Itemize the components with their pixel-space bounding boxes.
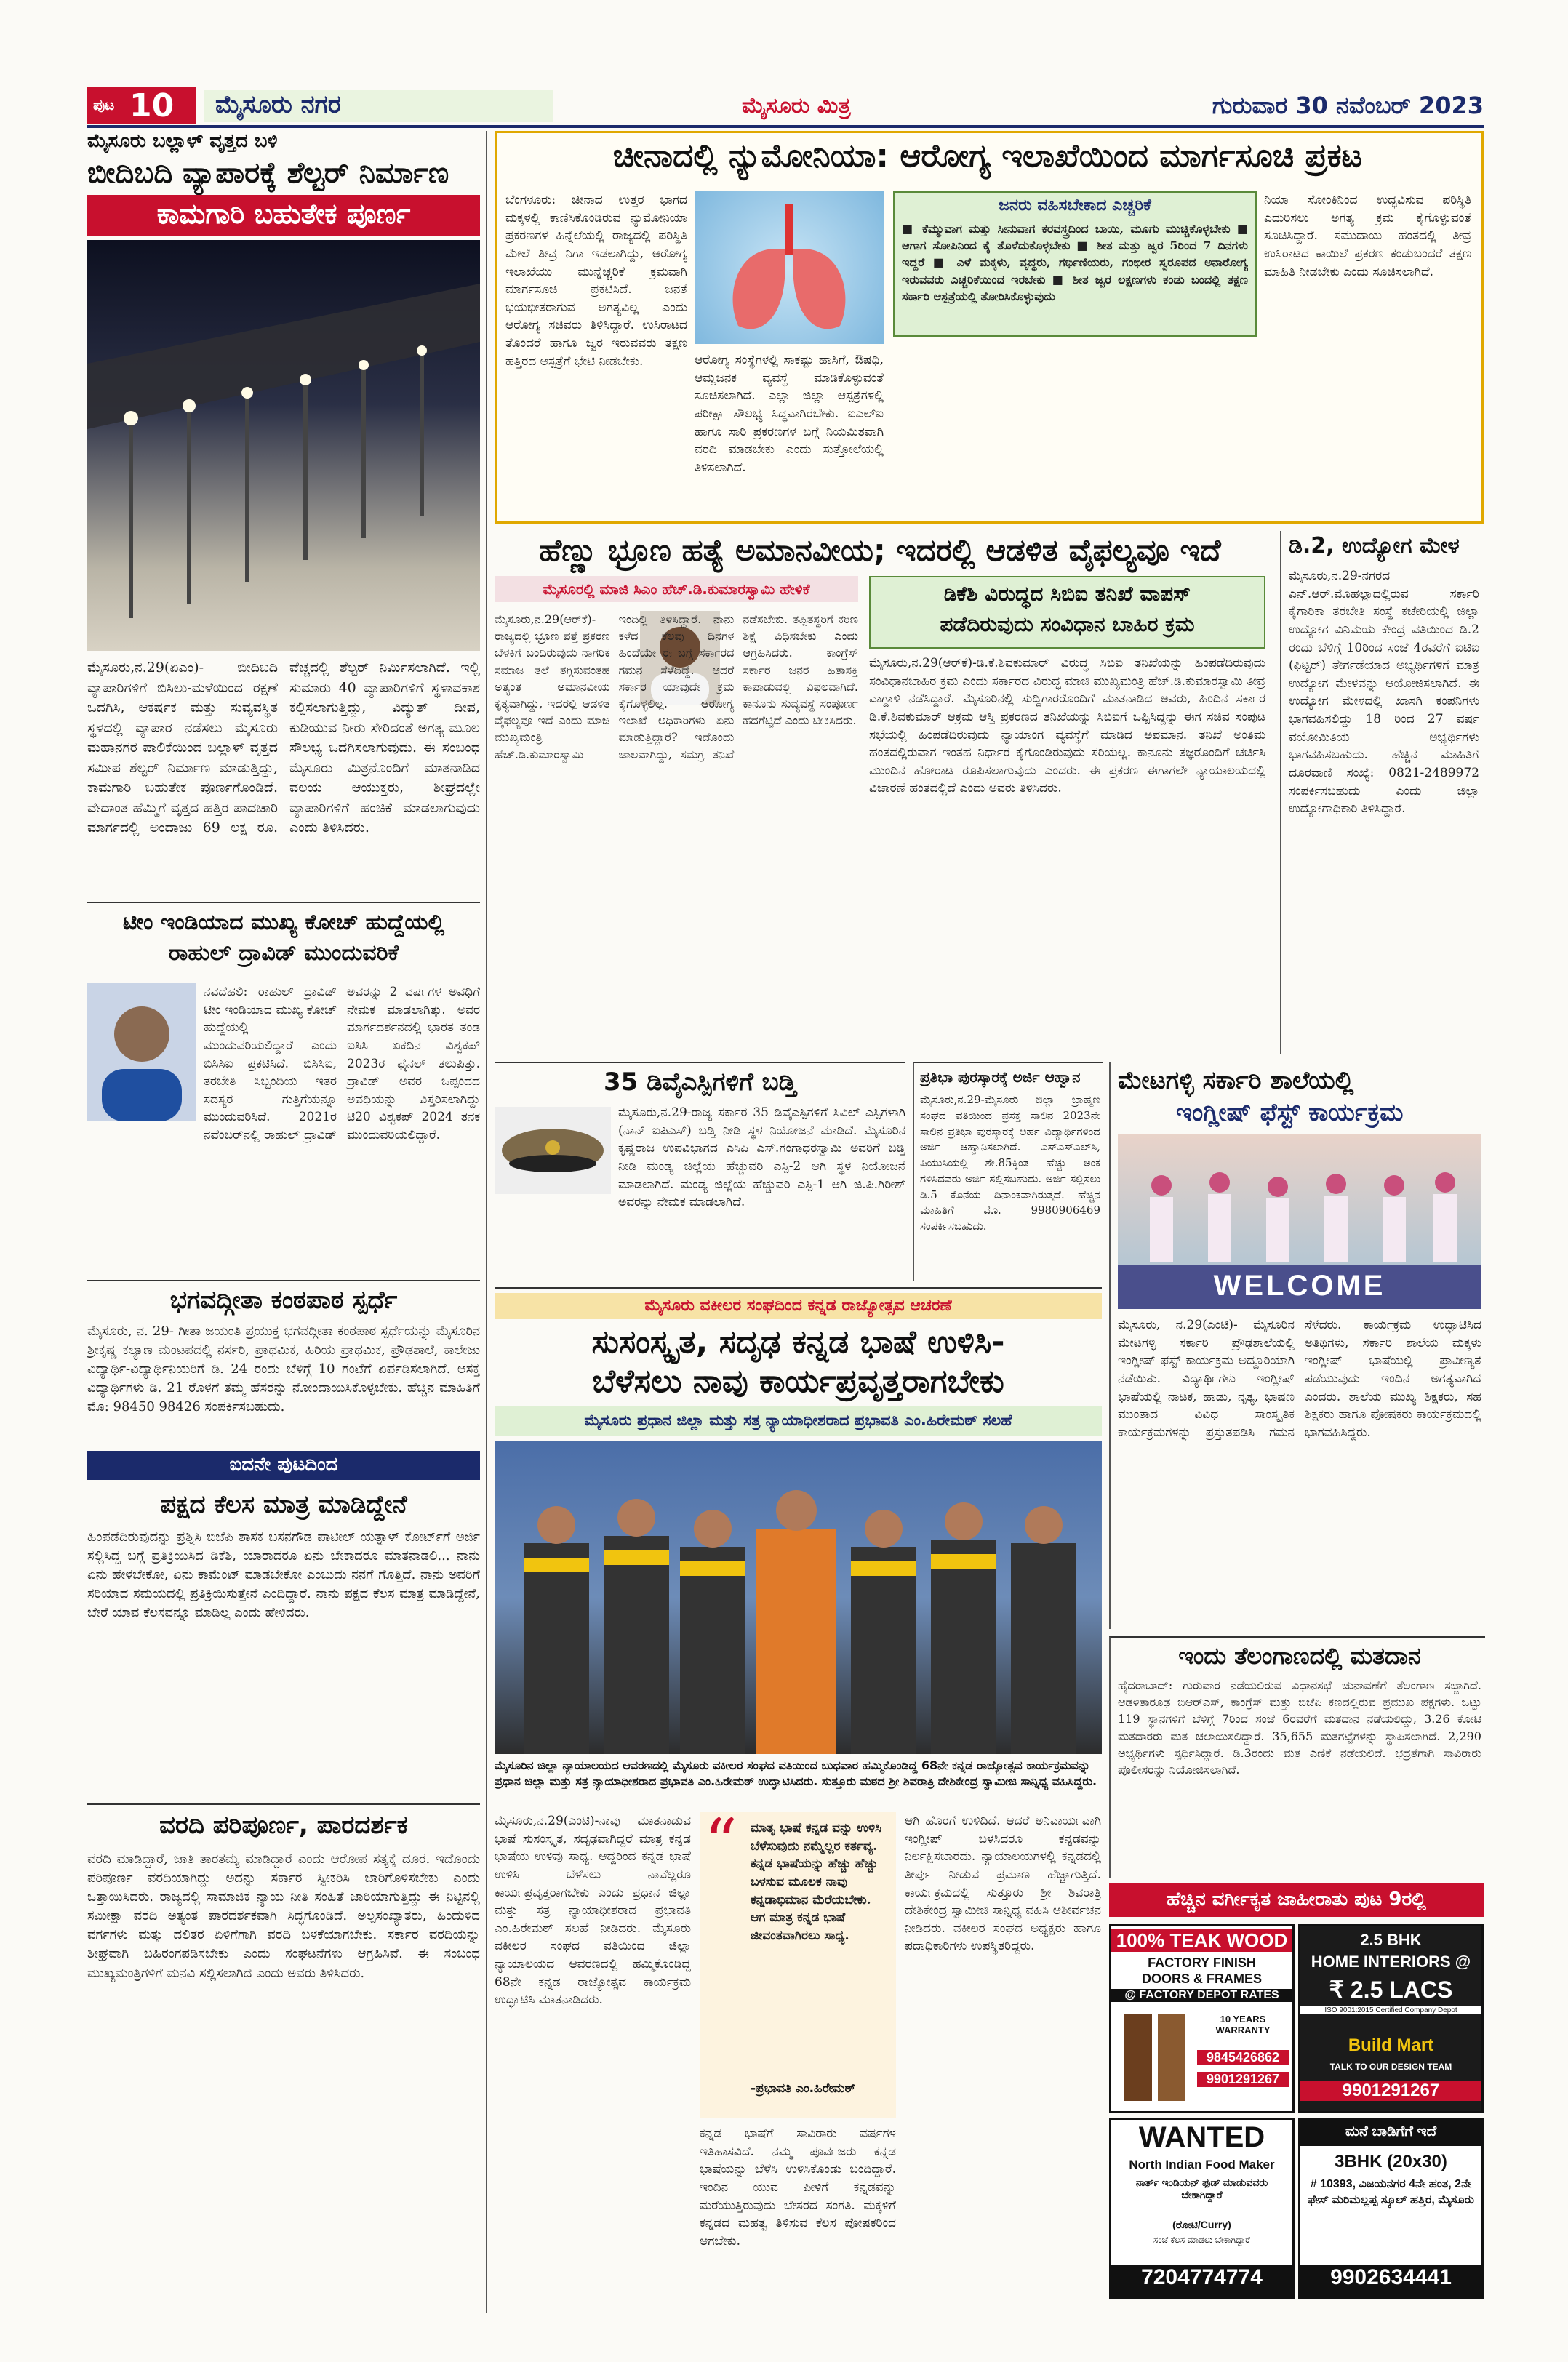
- precaution-title: ಜನರು ವಹಿಸಬೇಕಾದ ಎಚ್ಚರಿಕೆ: [999, 196, 1151, 215]
- ad-wanted: [1109, 2118, 1295, 2299]
- kannada-body-1: ಮೈಸೂರು,ನ.29(ಎಂಟಿ)-ನಾವು ಮಾತನಾಡುವ ಭಾಷೆ ಸುಸಂಸ್ಕೃತ, ಸದೃಢವಾಗಿದ್ದರೆ ಮಾತ್ರ ಕನ್ನಡ ಭಾಷೆಯ ಉಳಿವು ಸಾಧ್ಯ. ಆದ್ದರಿಂದ ಕನ್ನಡ ಭಾಷೆ ಉಳಿಸಿ ಬೆಳೆಸಲು ನಾವೆಲ್ಲರೂ ಕಾರ್ಯಪ್ರವೃತ್ತರಾಗಬೇಕು ಎಂದು ಪ್ರಧಾನ ಜಿಲ್ಲಾ ಮತ್ತು ಸತ್ರ ನ್ಯಾಯಾಧೀಶರಾದ ಪ್ರಭಾವತಿ ಎಂ.ಹಿರೇಮಠ್ ಸಲಹೆ ನೀಡಿದರು. ಮೈಸೂರು ವಕೀಲರ ಸಂಘದ ವತಿಯಿಂದ ಜಿಲ್ಲಾ ನ್ಯಾಯಾಲಯದ ಆವರಣದಲ್ಲಿ ಹಮ್ಮಿಕೊಂಡಿದ್ದ 68ನೇ ಕನ್ನಡ ರಾಜ್ಯೋತ್ಸವ ಕಾರ್ಯಕ್ರಮ ಉದ್ಘಾಟಿಸಿ ಮಾತನಾಡಿದರು.: [495, 1814, 691, 2008]
- teak-phone-1: 9845426862: [1197, 2050, 1289, 2065]
- column-divider: [486, 131, 487, 2313]
- cbi-body: ಮೈಸೂರು,ನ.29(ಆರ್‌ಕೆ)-ಡಿ.ಕೆ.ಶಿವಕುಮಾರ್ ವಿರುದ್ಧ ಸಿಬಿಐ ತನಿಖೆಯನ್ನು ಹಿಂಪಡೆದಿರುವುದು ಸಂವಿಧಾನಬಾಹಿರ ಕ್ರಮ ಎಂದು ಸರ್ಕಾರದ ವಿರುದ್ಧ ಮಾಜಿ ಮುಖ್ಯಮಂತ್ರಿ ಹೆಚ್.ಡಿ.ಕುಮಾರಸ್ವಾಮಿ ತೀವ್ರ ವಾಗ್ದಾಳಿ ನಡೆಸಿದ್ದಾರೆ. ಮೈಸೂರಿನಲ್ಲಿ ಸುದ್ದಿಗಾರರೊಂದಿಗೆ ಮಾತನಾಡಿದ ಅವರು, ಹಿಂದಿನ ಸರ್ಕಾರ ಡಿ.ಕೆ.ಶಿವಕುಮಾರ್ ಆಕ್ರಮ ಆಸ್ತಿ ಪ್ರಕರಣದ ತನಿಖೆಯನ್ನು ಸಿಬಿಐಗೆ ಒಪ್ಪಿಸಿದ್ದನ್ನು ಈಗ ಸಚಿವ ಸಂಪುಟ ಸಭೆಯಲ್ಲಿ ಹಿಂಪಡೆದಿರುವುದು ನ್ಯಾಯಾಂಗ ವ್ಯವಸ್ಥೆಗೆ ಮಾಡಿದ ಅಪಮಾನ. ತನಿಖೆ ಅಂತಿಮ ಹಂತದಲ್ಲಿರುವಾಗ ಇಂತಹ ನಿರ್ಧಾರ ಕೈಗೊಂಡಿರುವುದು ಸರಿಯಲ್ಲ. ಕಾನೂನು ತಜ್ಞರೊಂದಿಗೆ ಚರ್ಚಿಸಿ ಮುಂದಿನ ಹೋರಾಟ ರೂಪಿಸಲಾಗುವುದು ಎಂದರು. ಈ ಪ್ರಕರಣ ಈಗಾಗಲೇ ನ್ಯಾಯಾಲಯದಲ್ಲಿ ವಿಚಾರಣೆ ಹಂತದಲ್ಲಿದೆ ಎಂದು ಅವರು ತಿಳಿಸಿದರು.: [869, 656, 1265, 796]
- quote-attribution: -ಪ್ರಭಾವತಿ ಎಂ.ಹಿರೇಮಠ್: [751, 2081, 855, 2096]
- cbi-headline-box: [869, 576, 1265, 649]
- interiors-line-1: 2.5 BHK: [1360, 1931, 1422, 1949]
- kannada-body-3: ಆಗಿ ಹೊರಗೆ ಉಳಿದಿದೆ. ಆದರೆ ಅನಿವಾರ್ಯವಾಗಿ ಇಂಗ್ಲೀಷ್ ಬಳಸಿದರೂ ಕನ್ನಡವನ್ನು ನಿರ್ಲಕ್ಷಿಸಬಾರದು. ನ್ಯಾಯಾಲಯಗಳಲ್ಲಿ ಕನ್ನಡದಲ್ಲಿ ತೀರ್ಪು ನೀಡುವ ಪ್ರಮಾಣ ಹೆಚ್ಚಾಗುತ್ತಿದೆ. ಕಾರ್ಯಕ್ರಮದಲ್ಲಿ ಸುತ್ತೂರು ಶ್ರೀ ಶಿವರಾತ್ರಿ ದೇಶಿಕೇಂದ್ರ ಸ್ವಾಮೀಜಿ ಸಾನ್ನಿಧ್ಯ ವಹಿಸಿ ಆಶೀರ್ವಚನ ನೀಡಿದರು. ವಕೀಲರ ಸಂಘದ ಅಧ್ಯಕ್ಷರು ಹಾಗೂ ಪದಾಧಿಕಾರಿಗಳು ಉಪಸ್ಥಿತರಿದ್ದರು.: [905, 1814, 1101, 1954]
- dravid-subheadline: ರಾಹುಲ್ ದ್ರಾವಿಡ್ ಮುಂದುವರಿಕೆ: [168, 940, 399, 966]
- rent-bhk: 3BHK (20x30): [1335, 2152, 1447, 2171]
- teak-line-2: DOORS & FRAMES: [1141, 1971, 1262, 1986]
- wanted-line-4: ಸಂಜೆ ಕೆಲಸ ಮಾಡಲು ಬೇಕಾಗಿದ್ದಾರೆ: [1153, 2235, 1250, 2245]
- kannada-headline: ಸುಸಂಸ್ಕೃತ, ಸದೃಢ ಕನ್ನಡ ಭಾಷೆ ಉಳಿಸಿ-: [591, 1324, 1005, 1361]
- story-shelter: [87, 131, 480, 894]
- ad-rent: [1298, 2118, 1484, 2299]
- telangana-headline: ಇಂದು ತೆಲಂಗಾಣದಲ್ಲಿ ಮತದಾನ: [1178, 1642, 1421, 1670]
- kannada-kicker: ಮೈಸೂರು ವಕೀಲರ ಸಂಘದಿಂದ ಕನ್ನಡ ರಾಜ್ಯೋತ್ಸವ ಆಚರಣೆ: [495, 1293, 1102, 1319]
- story-foeticide: [495, 531, 1265, 1054]
- pratibha-headline: ಪ್ರತಿಭಾ ಪುರಸ್ಕಾರಕ್ಕೆ ಅರ್ಜಿ ಆಹ್ವಾನ: [920, 1068, 1081, 1086]
- date: ಗುರುವಾರ 30 ನವೆಂಬರ್ 2023: [1212, 92, 1484, 119]
- quote-text: ಮಾತೃ ಭಾಷೆ ಕನ್ನಡ ವನ್ನು ಉಳಿಸಿ ಬೆಳೆಸುವುದು ನಮ್ಮೆಲ್ಲರ ಕರ್ತವ್ಯ. ಕನ್ನಡ ಭಾಷೆಯನ್ನು ಹೆಚ್ಚು ಹೆಚ್ಚು ಬಳಸುವ ಮೂಲಕ ನಾವು ಕನ್ನಡಾಭಿಮಾನ ಮೆರೆಯಬೇಕು. ಆಗ ಮಾತ್ರ ಕನ್ನಡ ಭಾಷೆ ಜೀವಂತವಾಗಿರಲು ಸಾಧ್ಯ.: [751, 1821, 882, 1943]
- pratibha-body: ಮೈಸೂರು,ನ.29-ಮೈಸೂರು ಜಿಲ್ಲಾ ಬ್ರಾಹ್ಮಣ ಸಂಘದ ವತಿಯಿಂದ ಪ್ರಸಕ್ತ ಸಾಲಿನ 2023ನೇ ಸಾಲಿನ ಪ್ರತಿಭಾ ಪುರಸ್ಕಾರಕ್ಕೆ ಅರ್ಹ ವಿದ್ಯಾರ್ಥಿಗಳಿಂದ ಅರ್ಜಿ ಆಹ್ವಾನಿಸಲಾಗಿದೆ. ಎಸ್‌ಎಸ್‌ಎಲ್‌ಸಿ, ಪಿಯುಸಿಯಲ್ಲಿ ಶೇ.85ಕ್ಕಿಂತ ಹೆಚ್ಚು ಅಂಕ ಗಳಿಸಿದವರು ಅರ್ಜಿ ಸಲ್ಲಿಸಬಹುದು. ಅರ್ಜಿ ಸಲ್ಲಿಸಲು ಡಿ.5 ಕೊನೆಯ ದಿನಾಂಕವಾಗಿರುತ್ತದೆ. ಹೆಚ್ಚಿನ ಮಾಹಿತಿಗೆ ಮೊ. 9980906469 ಸಂಪರ್ಕಿಸಬಹುದು.: [920, 1093, 1100, 1233]
- interiors-phone: 9901291267: [1300, 2081, 1481, 2101]
- story-china: [495, 131, 1484, 524]
- metagalli-headline: ಮೇಟಗಳ್ಳಿ ಸರ್ಕಾರಿ ಶಾಲೆಯಲ್ಲಿ: [1118, 1066, 1354, 1095]
- wanted-line-3: (ರೋಟಿ/Curry): [1172, 2219, 1231, 2230]
- wanted-line-2: ನಾರ್ತ್ ಇಂಡಿಯನ್ ಫುಡ್ ಮಾಡುವವರು ಬೇಕಾಗಿದ್ದಾರೆ: [1135, 2177, 1268, 2201]
- story-telangana: [1109, 1636, 1485, 1878]
- shelter-headline: ಬೀದಿಬದಿ ವ್ಯಾಪಾರಕ್ಕೆ ಶೆಲ್ಟರ್ ನಿರ್ಮಾಣ: [87, 156, 449, 190]
- interiors-line-2: HOME INTERIORS @: [1311, 1953, 1471, 1971]
- dravid-headline: ಟೀಂ ಇಂಡಿಯಾದ ಮುಖ್ಯ ಕೋಚ್ ಹುದ್ದೆಯಲ್ಲಿ: [122, 910, 445, 935]
- classified-banner: ಹೆಚ್ಚಿನ ವರ್ಗೀಕೃತ ಜಾಹೀರಾತು ಪುಟ 9ರಲ್ಲಿ: [1109, 1883, 1484, 1917]
- person-icon: [87, 983, 196, 1121]
- cbi-headline: ಡಿಕೆಶಿ ವಿರುದ್ಧದ ಸಿಬಿಐ ತನಿಖೆ ವಾಪಸ್: [943, 582, 1191, 606]
- telangana-body: ಹೈದರಾಬಾದ್: ಗುರುವಾರ ನಡೆಯಲಿರುವ ವಿಧಾನಸಭೆ ಚುನಾವಣೆಗೆ ತೆಲಂಗಾಣ ಸಜ್ಜಾಗಿದೆ. ಆಡಳಿತಾರೂಢ ಬಿಆರ್‌ಎಸ್, ಕಾಂಗ್ರೆಸ್ ಮತ್ತು ಬಿಜೆಪಿ ಕಣದಲ್ಲಿರುವ ಪ್ರಮುಖ ಪಕ್ಷಗಳು. ಒಟ್ಟು 119 ಸ್ಥಾನಗಳಿಗೆ ಬೆಳಿಗ್ಗೆ 7ರಿಂದ ಸಂಜೆ 6ರವರೆಗೆ ಮತದಾನ ನಡೆಯಲಿದ್ದು, 3.26 ಕೋಟಿ ಮತದಾರರು ಮತ ಚಲಾಯಿಸಲಿದ್ದಾರೆ. 35,655 ಮತಗಟ್ಟೆಗಳನ್ನು ಸ್ಥಾಪಿಸಲಾಗಿದೆ. 2,290 ಅಭ್ಯರ್ಥಿಗಳು ಸ್ಪರ್ಧಿಸಿದ್ದಾರೆ. ಡಿ.3ರಂದು ಮತ ಎಣಿಕೆ ನಡೆಯಲಿದೆ. ಭದ್ರತೆಗಾಗಿ ಸಾವಿರಾರು ಪೊಲೀಸರನ್ನು ನಿಯೋಜಿಸಲಾಗಿದೆ.: [1118, 1678, 1481, 1777]
- fest-photo: [1118, 1134, 1481, 1309]
- rent-address: # 10393, ವಿಜಯನಗರ 4ನೇ ಹಂತ, 2ನೇ ಫೇಸ್ ಮರಿಮಲ್ಲಪ್ಪ ಸ್ಕೂಲ್ ಹತ್ತಿರ, ಮೈಸೂರು: [1308, 2178, 1474, 2206]
- section-bar: ಐದನೇ ಪುಟದಿಂದ: [87, 1451, 480, 1480]
- shelter-subheadline: ಕಾಮಗಾರಿ ಬಹುತೇಕ ಪೂರ್ಣ: [87, 195, 480, 236]
- foeticide-headline: ಹೆಣ್ಣು ಭ್ರೂಣ ಹತ್ಯೆ ಅಮಾನವೀಯ; ಇದರಲ್ಲಿ ಆಡಳಿತ ವೈಫಲ್ಯವೂ ಇದೆ: [539, 532, 1221, 568]
- cbi-subheadline: ಪಡೆದಿರುವುದು ಸಂವಿಧಾನ ಬಾಹಿರ ಕ್ರಮ: [940, 612, 1195, 636]
- ad-teak: [1109, 1924, 1295, 2113]
- shelter-illustration: [87, 240, 480, 651]
- promotion-headline: 35 ಡಿವೈಎಸ್ಪಿಗಳಿಗೆ ಬಡ್ತಿ: [604, 1068, 796, 1097]
- foeticide-subhead: ಮೈಸೂರಲ್ಲಿ ಮಾಜಿ ಸಿಎಂ ಹೆಚ್.ಡಿ.ಕುಮಾರಸ್ವಾಮಿ ಹೇಳಿಕೆ: [495, 576, 858, 602]
- story-jobfair: [1280, 531, 1484, 1054]
- welcome-banner: WELCOME: [1213, 1270, 1386, 1302]
- metagalli-subheadline: ಇಂಗ್ಲೀಷ್ ಫೆಸ್ಟ್ ಕಾರ್ಯಕ್ರಮ: [1176, 1098, 1404, 1127]
- masthead: [87, 87, 1484, 124]
- section-title: ಮೈಸೂರು ನಗರ: [204, 90, 553, 122]
- interiors-brand: Build Mart: [1348, 2035, 1434, 2055]
- foeticide-body: ಮೈಸೂರು,ನ.29(ಆರ್‌ಕೆ)-ರಾಜ್ಯದಲ್ಲಿ ಭ್ರೂಣ ಪತ್ತೆ ಪ್ರಕರಣ ಬೆಳಕಿಗೆ ಬಂದಿರುವುದು ನಾಗರಿಕ ಸಮಾಜ ತಲೆ ತಗ್ಗಿಸುವಂತಹ ಅತ್ಯಂತ ಅಮಾನವೀಯ ಕೃತ್ಯವಾಗಿದ್ದು, ಇದರಲ್ಲಿ ಆಡಳಿತ ವೈಫಲ್ಯವೂ ಇದೆ ಎಂದು ಮಾಜಿ ಮುಖ್ಯಮಂತ್ರಿ ಹೆಚ್.ಡಿ.ಕುಮಾರಸ್ವಾಮಿ ಇಂದಿಲ್ಲಿ ತಿಳಿಸಿದ್ದಾರೆ. ನಾನು ಕಳೆದ ಕೆಲವು ದಿನಗಳ ಹಿಂದೆಯೇ ಈ ಬಗ್ಗೆ ಸರ್ಕಾರದ ಗಮನ ಸೆಳೆದಿದ್ದೆ. ಆದರೆ ಸರ್ಕಾರ ಯಾವುದೇ ಕ್ರಮ ಕೈಗೊಳ್ಳಲಿಲ್ಲ. ಆರೋಗ್ಯ ಇಲಾಖೆ ಅಧಿಕಾರಿಗಳು ಏನು ಮಾಡುತ್ತಿದ್ದಾರೆ? ಇದೊಂದು ಜಾಲವಾಗಿದ್ದು, ಸಮಗ್ರ ತನಿಖೆ ನಡೆಸಬೇಕು. ತಪ್ಪಿತಸ್ಥರಿಗೆ ಕಠಿಣ ಶಿಕ್ಷೆ ವಿಧಿಸಬೇಕು ಎಂದು ಆಗ್ರಹಿಸಿದರು. ಕಾಂಗ್ರೆಸ್ ಸರ್ಕಾರ ಜನರ ಹಿತಾಸಕ್ತಿ ಕಾಪಾಡುವಲ್ಲಿ ವಿಫಲವಾಗಿದೆ. ಕಾನೂನು ಸುವ್ಯವಸ್ಥೆ ಸಂಪೂರ್ಣ ಹದಗೆಟ್ಟಿದೆ ಎಂದು ಟೀಕಿಸಿದರು.: [495, 612, 858, 761]
- page-number: 10: [129, 87, 175, 124]
- masthead-rule: [87, 125, 1484, 128]
- quote-box: [700, 1805, 896, 2118]
- quote-mark-icon: “: [704, 1805, 738, 1881]
- dravid-photo: [87, 983, 196, 1121]
- lungs-illustration: [695, 191, 884, 344]
- kannada-headline-2: ಬೆಳೆಸಲು ನಾವು ಕಾರ್ಯಪ್ರವೃತ್ತರಾಗಬೇಕು: [592, 1363, 1004, 1400]
- story-pratibha: [913, 1062, 1103, 1281]
- kannada-photo: [495, 1441, 1102, 1754]
- teak-warranty: 10 YEARS WARRANTY: [1215, 2014, 1271, 2035]
- rent-phone: 9902634441: [1300, 2265, 1481, 2297]
- shelter-body: ಮೈಸೂರು,ನ.29(ಏಎಂ)- ಬೀದಿಬದಿ ವ್ಯಾಪಾರಿಗಳಿಗೆ ಬಿಸಿಲು-ಮಳೆಯಿಂದ ರಕ್ಷಣೆ ಒದಗಿಸಿ, ಆಕರ್ಷಕ ಮತ್ತು ಸುವ್ಯವಸ್ಥಿತ ಸ್ಥಳದಲ್ಲಿ ವ್ಯಾಪಾರ ನಡೆಸಲು ಮೈಸೂರು ಮಹಾನಗರ ಪಾಲಿಕೆಯಿಂದ ಬಲ್ಲಾಳ್ ವೃತ್ತದ ಸಮೀಪ ಶೆಲ್ಟರ್ ನಿರ್ಮಾಣ ಮಾಡುತ್ತಿದ್ದು, ಕಾಮಗಾರಿ ಬಹುತೇಕ ಪೂರ್ಣಗೊಂಡಿದೆ. ವೇದಾಂತ ಹೆಮ್ಮಿಗೆ ವೃತ್ತದ ಹತ್ತಿರ ಪಾದಚಾರಿ ಮಾರ್ಗದಲ್ಲಿ ಅಂದಾಜು 69 ಲಕ್ಷ ರೂ. ವೆಚ್ಚದಲ್ಲಿ ಶೆಲ್ಟರ್ ನಿರ್ಮಿಸಲಾಗಿದೆ. ಇಲ್ಲಿ ಸುಮಾರು 40 ವ್ಯಾಪಾರಿಗಳಿಗೆ ಸ್ಥಳಾವಕಾಶ ಕಲ್ಪಿಸಲಾಗುತ್ತಿದ್ದು, ವಿದ್ಯುತ್ ದೀಪ, ಕುಡಿಯುವ ನೀರು ಸೇರಿದಂತೆ ಅಗತ್ಯ ಮೂಲ ಸೌಲಭ್ಯ ಒದಗಿಸಲಾಗುವುದು. ಈ ಸಂಬಂಧ ಮೈಸೂರು ಮಿತ್ರನೊಂದಿಗೆ ಮಾತನಾಡಿದ ವಲಯ ಆಯುಕ್ತರು, ಶೀಘ್ರದಲ್ಲೇ ವ್ಯಾಪಾರಿಗಳಿಗೆ ಹಂಚಿಕೆ ಮಾಡಲಾಗುವುದು ಎಂದು ತಿಳಿಸಿದರು.: [87, 660, 480, 836]
- promotion-body: ಮೈಸೂರು,ನ.29-ರಾಜ್ಯ ಸರ್ಕಾರ 35 ಡಿವೈಎಸ್ಪಿಗಳಿಗೆ ಸಿವಿಲ್ ಎಸ್ಪಿಗಳಾಗಿ (ನಾನ್ ಐಪಿಎಸ್) ಬಡ್ತಿ ನೀಡಿ ಸ್ಥಳ ನಿಯೋಜನೆ ಮಾಡಿದೆ. ಮೈಸೂರಿನ ಕೃಷ್ಣರಾಜ ಉಪವಿಭಾಗದ ಎಸಿಪಿ ಎಸ್.ಗಂಗಾಧರಸ್ವಾಮಿ ಅವರಿಗೆ ಬಡ್ತಿ ನೀಡಿ ಮಂಡ್ಯ ಜಿಲ್ಲೆಯ ಹೆಚ್ಚುವರಿ ಎಸ್ಪಿ-2 ಆಗಿ ಸ್ಥಳ ನಿಯೋಜನೆ ಮಾಡಲಾಗಿದೆ. ಮಂಡ್ಯ ಜಿಲ್ಲೆಯ ಹೆಚ್ಚುವರಿ ಎಸ್ಪಿ-1 ಆಗಿ ಜಿ.ಪಿ.ಗಿರೀಶ್ ಅವರನ್ನು ನೇಮಕ ಮಾಡಲಾಗಿದೆ.: [618, 1105, 905, 1210]
- china-body-1: ಬೆಂಗಳೂರು: ಚೀನಾದ ಉತ್ತರ ಭಾಗದ ಮಕ್ಕಳಲ್ಲಿ ಕಾಣಿಸಿಕೊಂಡಿರುವ ನ್ಯುಮೋನಿಯಾ ಪ್ರಕರಣಗಳ ಹಿನ್ನೆಲೆಯಲ್ಲಿ ರಾಜ್ಯದಲ್ಲಿ ಪರಿಸ್ಥಿತಿ ಮೇಲೆ ತೀವ್ರ ನಿಗಾ ಇಡಲಾಗಿದ್ದು, ಆರೋಗ್ಯ ಇಲಾಖೆಯು ಮುನ್ನೆಚ್ಚರಿಕೆ ಕ್ರಮವಾಗಿ ಮಾರ್ಗಸೂಚಿ ಪ್ರಕಟಿಸಿದೆ. ಜನತೆ ಭಯಭೀತರಾಗುವ ಅಗತ್ಯವಿಲ್ಲ ಎಂದು ಆರೋಗ್ಯ ಸಚಿವರು ತಿಳಿಸಿದ್ದಾರೆ. ಉಸಿರಾಟದ ತೊಂದರೆ ಹಾಗೂ ಜ್ವರ ಇರುವವರು ತಕ್ಷಣ ಹತ್ತಿರದ ಆಸ್ಪತ್ರೆಗೆ ಭೇಟಿ ನೀಡಬೇಕು.: [505, 193, 687, 369]
- wanted-line-1: North Indian Food Maker: [1129, 2158, 1275, 2171]
- kannada-subhead: ಮೈಸೂರು ಪ್ರಧಾನ ಜಿಲ್ಲಾ ಮತ್ತು ಸತ್ರ ನ್ಯಾಯಾಧೀಶರಾದ ಪ್ರಭಾವತಿ ಎಂ.ಹಿರೇಮಠ್ ಸಲಹೆ: [495, 1406, 1102, 1436]
- wanted-title: WANTED: [1138, 2121, 1265, 2153]
- story-caste: [87, 1803, 480, 2299]
- gita-body: ಮೈಸೂರು, ನ. 29- ಗೀತಾ ಜಯಂತಿ ಪ್ರಯುಕ್ತ ಭಗವದ್ಗೀತಾ ಕಂಠಪಾಠ ಸ್ಪರ್ಧೆಯನ್ನು ಮೈಸೂರಿನ ಶ್ರೀಕೃಷ್ಣ ಕಲ್ಯಾಣ ಮಂಟಪದಲ್ಲಿ ನರ್ಸರಿ, ಪ್ರಾಥಮಿಕ, ಹಿರಿಯ ಪ್ರಾಥಮಿಕ, ಪ್ರೌಢಶಾಲೆ, ಕಾಲೇಜು ವಿದ್ಯಾರ್ಥಿ-ವಿದ್ಯಾರ್ಥಿನಿಯರಿಗೆ ಡಿ. 24 ರಂದು ಬೆಳಿಗ್ಗೆ 10 ಗಂಟೆಗೆ ಏರ್ಪಡಿಸಲಾಗಿದೆ. ಆಸಕ್ತ ವಿದ್ಯಾರ್ಥಿಗಳು ಡಿ. 21 ರೊಳಗೆ ತಮ್ಮ ಹೆಸರನ್ನು ನೋಂದಾಯಿಸಿಕೊಳ್ಳಬೇಕು. ಹೆಚ್ಚಿನ ಮಾಹಿತಿಗೆ ಮೊ: 98450 98426 ಸಂಪರ್ಕಿಸಬಹುದು.: [87, 1324, 480, 1415]
- page-number-badge: [87, 87, 196, 124]
- story-gita: [87, 1280, 480, 1441]
- kannada-caption: ಮೈಸೂರಿನ ಜಿಲ್ಲಾ ನ್ಯಾಯಾಲಯದ ಆವರಣದಲ್ಲಿ ಮೈಸೂರು ವಕೀಲರ ಸಂಘದ ವತಿಯಿಂದ ಬುಧವಾರ ಹಮ್ಮಿಕೊಂಡಿದ್ದ 68ನೇ ಕನ್ನಡ ರಾಜ್ಯೋತ್ಸವ ಕಾರ್ಯಕ್ರಮವನ್ನು ಪ್ರಧಾನ ಜಿಲ್ಲಾ ಮತ್ತು ಸತ್ರ ನ್ಯಾಯಾಧೀಶರಾದ ಪ್ರಭಾವತಿ ಎಂ.ಹಿರೇಮಠ್ ಉದ್ಘಾಟಿಸಿದರು. ಸುತ್ತೂರು ಮಠದ ಶ್ರೀ ಶಿವರಾತ್ರಿ ದೇಶಿಕೇಂದ್ರ ಸ್ವಾಮೀಜಿ ಸಾನ್ನಿಧ್ಯ ವಹಿಸಿದ್ದರು.: [495, 1758, 1097, 1788]
- china-body-3: ನಿಯಾ ಸೋಂಕಿನಿಂದ ಉದ್ಭವಿಸುವ ಪರಿಸ್ಥಿತಿ ಎದುರಿಸಲು ಅಗತ್ಯ ಕ್ರಮ ಕೈಗೊಳ್ಳುವಂತೆ ಸೂಚಿಸಿದ್ದಾರೆ. ಸಮುದಾಯ ಹಂತದಲ್ಲಿ ತೀವ್ರ ಉಸಿರಾಟದ ಕಾಯಿಲೆ ಪ್ರಕರಣ ಕಂಡುಬಂದರೆ ತಕ್ಷಣ ಮಾಹಿತಿ ನೀಡಬೇಕು ಎಂದು ಸೂಚಿಸಲಾಗಿದೆ.: [1264, 193, 1471, 279]
- teak-line-3: @ FACTORY DEPOT RATES: [1111, 1989, 1292, 2002]
- teak-line-1: FACTORY FINISH: [1148, 1955, 1256, 1970]
- caste-headline: ವರದಿ ಪರಿಪೂರ್ಣ, ಪಾರದರ್ಶಕ: [159, 1811, 408, 1840]
- precaution-body: ■ ಕೆಮ್ಮುವಾಗ ಮತ್ತು ಸೀನುವಾಗ ಕರವಸ್ತ್ರದಿಂದ ಬಾಯಿ, ಮೂಗು ಮುಚ್ಚಿಕೊಳ್ಳಬೇಕು ■ ಆಗಾಗ ಸೋಪಿನಿಂದ ಕೈ ತೊಳೆದುಕೊಳ್ಳಬೇಕು ■ ಶೀತ ಮತ್ತು ಜ್ವರ 5ರಿಂದ 7 ದಿನಗಳು ಇದ್ದರೆ ■ ಎಳೆ ಮಕ್ಕಳು, ವೃದ್ಧರು, ಗರ್ಭಿಣಿಯರು, ಗಂಭೀರ ಸ್ವರೂಪದ ಅನಾರೋಗ್ಯ ಇರುವವರು ಎಚ್ಚರಿಕೆಯಿಂದ ಇರಬೇಕು ■ ಶೀತ ಜ್ವರ ಲಕ್ಷಣಗಳು ಕಂಡು ಬಂದಲ್ಲಿ ತಕ್ಷಣ ಸರ್ಕಾರಿ ಆಸ್ಪತ್ರೆಯಲ್ಲಿ ತೋರಿಸಿಕೊಳ್ಳುವುದು: [902, 222, 1248, 303]
- interiors-cert: ISO 9001:2015 Certified Company Depot: [1300, 2006, 1481, 2014]
- interiors-tagline: TALK TO OUR DESIGN TEAM: [1329, 2062, 1452, 2072]
- rent-header: ಮನೆ ಬಾಡಿಗೆಗೆ ಇದೆ: [1300, 2120, 1481, 2146]
- shelter-photo: [87, 240, 480, 651]
- jobfair-body: ಮೈಸೂರು,ನ.29-ನಗರದ ಎನ್.ಆರ್.ಮೊಹಲ್ಲಾದಲ್ಲಿರುವ ಸರ್ಕಾರಿ ಕೈಗಾರಿಕಾ ತರಬೇತಿ ಸಂಸ್ಥೆ ಕಚೇರಿಯಲ್ಲಿ ಜಿಲ್ಲಾ ಉದ್ಯೋಗ ವಿನಿಮಯ ಕೇಂದ್ರ ವತಿಯಿಂದ ಡಿ.2 ರಂದು ಬೆಳಿಗ್ಗೆ 10ರಿಂದ ಸಂಜೆ 4ರವರೆಗೆ ಐಟಿಐ (ಫಿಟ್ಟರ್) ತೇರ್ಗಡೆಯಾದ ಅಭ್ಯರ್ಥಿಗಳಿಗೆ ಮಾತ್ರ ಉದ್ಯೋಗ ಮೇಳವನ್ನು ಆಯೋಜಿಸಲಾಗಿದೆ. ಈ ಉದ್ಯೋಗ ಮೇಳದಲ್ಲಿ ಖಾಸಗಿ ಕಂಪನಿಗಳು ಭಾಗವಹಿಸಲಿದ್ದು 18 ರಿಂದ 27 ವರ್ಷ ವಯೋಮಿತಿಯ ಅಭ್ಯರ್ಥಿಗಳು ಭಾಗವಹಿಸಬಹುದು. ಹೆಚ್ಚಿನ ಮಾಹಿತಿಗೆ ದೂರವಾಣಿ ಸಂಖ್ಯೆ: 0821-2489972 ಸಂಪರ್ಕಿಸಬಹುದು ಎಂದು ಜಿಲ್ಲಾ ಉದ್ಯೋಗಾಧಿಕಾರಿ ತಿಳಿಸಿದ್ದಾರೆ.: [1289, 569, 1479, 817]
- party-headline: ಪಕ್ಷದ ಕೆಲಸ ಮಾತ್ರ ಮಾಡಿದ್ದೇನೆ: [160, 1490, 407, 1519]
- door-icon: [1119, 2011, 1191, 2105]
- gita-headline: ಭಗವದ್ಗೀತಾ ಕಂಠಪಾಠ ಸ್ಪರ್ಧೆ: [169, 1286, 398, 1315]
- interiors-price: ₹ 2.5 LACS: [1329, 1977, 1453, 2003]
- dravid-body: ನವದೆಹಲಿ: ರಾಹುಲ್ ದ್ರಾವಿಡ್ ಟೀಂ ಇಂಡಿಯಾದ ಮುಖ್ಯ ಕೋಚ್ ಹುದ್ದೆಯಲ್ಲಿ ಮುಂದುವರಿಯಲಿದ್ದಾರೆ ಎಂದು ಬಿಸಿಸಿಐ ಪ್ರಕಟಿಸಿದೆ. ಬಿಸಿಸಿಐ, ತರಬೇತಿ ಸಿಬ್ಬಂದಿಯ ಇತರ ಸದಸ್ಯರ ಗುತ್ತಿಗೆಯನ್ನೂ ಮುಂದುವರಿಸಿದೆ. 2021ರ ನವೆಂಬರ್‌ನಲ್ಲಿ ರಾಹುಲ್ ದ್ರಾವಿಡ್ ಅವರನ್ನು 2 ವರ್ಷಗಳ ಅವಧಿಗೆ ನೇಮಕ ಮಾಡಲಾಗಿತ್ತು. ಅವರ ಮಾರ್ಗದರ್ಶನದಲ್ಲಿ ಭಾರತ ತಂಡ ಐಸಿಸಿ ಏಕದಿನ ವಿಶ್ವಕಪ್ 2023ರ ಫೈನಲ್ ತಲುಪಿತ್ತು. ದ್ರಾವಿಡ್ ಅವರ ಒಪ್ಪಂದದ ಅವಧಿಯನ್ನು ವಿಸ್ತರಿಸಲಾಗಿದ್ದು ಟಿ20 ವಿಶ್ವಕಪ್ 2024 ತನಕ ಮುಂದುವರಿಯಲಿದ್ದಾರೆ.: [204, 985, 480, 1143]
- china-headline: ಚೀನಾದಲ್ಲಿ ನ್ಯುಮೋನಿಯಾ: ಆರೋಗ್ಯ ಇಲಾಖೆಯಿಂದ ಮಾರ್ಗಸೂಚಿ ಪ್ರಕಟ: [612, 137, 1363, 175]
- party-body: ಹಿಂಪಡೆದಿರುವುದನ್ನು ಪ್ರಶ್ನಿಸಿ ಬಿಜೆಪಿ ಶಾಸಕ ಬಸನಗೌಡ ಪಾಟೀಲ್ ಯತ್ನಾಳ್ ಕೋರ್ಟ್‌ಗೆ ಅರ್ಜಿ ಸಲ್ಲಿಸಿದ್ದ ಬಗ್ಗೆ ಪ್ರತಿಕ್ರಿಯಿಸಿದ ಡಿಕೆಶಿ, ಯಾರಾದರೂ ಏನು ಬೇಕಾದರೂ ಮಾತನಾಡಲಿ... ನಾನು ಏನು ಹೇಳಬೇಕೋ, ಏನು ಕಾಮೆಂಟ್ ಮಾಡಬೇಕೋ ಎಂಬುದು ನನಗೆ ಗೊತ್ತಿದೆ. ನಾನು ಅವರಿಗೆ ಸರಿಯಾದ ಸಮಯದಲ್ಲಿ ಪ್ರತಿಕ್ರಿಯಿಸುತ್ತೇನೆ ಎಂದಿದ್ದಾರೆ. ನಾನು ಪಕ್ಷದ ಕೆಲಸ ಮಾತ್ರ ಮಾಡಿದ್ದೇನೆ, ಬೇರೆ ಯಾವ ಕೆಲಸವನ್ನೂ ಮಾಡಿಲ್ಲ ಎಂದು ಹೇಳಿದರು.: [87, 1529, 480, 1621]
- shelter-kicker: ಮೈಸೂರು ಬಲ್ಲಾಳ್ ವೃತ್ತದ ಬಳಿ: [87, 130, 278, 152]
- story-kannada: [495, 1287, 1102, 2299]
- jobfair-headline: ಡಿ.2, ಉದ್ಯೋಗ ಮೇಳ: [1289, 533, 1460, 559]
- police-cap-illustration: [495, 1107, 611, 1194]
- ad-interiors: [1298, 1924, 1484, 2113]
- china-body-2: ಆರೋಗ್ಯ ಸಂಸ್ಥೆಗಳಲ್ಲಿ ಸಾಕಷ್ಟು ಹಾಸಿಗೆ, ಔಷಧಿ, ಆಮ್ಲಜನಕ ವ್ಯವಸ್ಥೆ ಮಾಡಿಕೊಳ್ಳುವಂತೆ ಸೂಚಿಸಲಾಗಿದೆ. ಎಲ್ಲಾ ಜಿಲ್ಲಾ ಆಸ್ಪತ್ರೆಗಳಲ್ಲಿ ಪರೀಕ್ಷಾ ಸೌಲಭ್ಯ ಸಿದ್ಧವಾಗಿರಬೇಕು. ಐಎಲ್‌ಐ ಹಾಗೂ ಸಾರಿ ಪ್ರಕರಣಗಳ ಬಗ್ಗೆ ನಿಯಮಿತವಾಗಿ ವರದಿ ಮಾಡಬೇಕು ಎಂದು ಸುತ್ತೋಲೆಯಲ್ಲಿ ತಿಳಿಸಲಾಗಿದೆ.: [695, 353, 884, 475]
- lungs-icon: [695, 191, 884, 344]
- kannada-event-illustration: [495, 1441, 1102, 1754]
- police-cap-icon: [495, 1107, 611, 1194]
- wanted-phone: 7204774774: [1111, 2265, 1292, 2297]
- teak-phone-2: 9901291267: [1197, 2072, 1289, 2087]
- story-promotion: [495, 1062, 905, 1281]
- story-metagalli: [1109, 1062, 1485, 1629]
- precaution-box: [893, 191, 1257, 337]
- caste-body: ವರದಿ ಮಾಡಿದ್ದಾರೆ, ಜಾತಿ ತಾರತಮ್ಯ ಮಾಡಿದ್ದಾರೆ ಎಂದು ಆರೋಪ ಸತ್ಯಕ್ಕೆ ದೂರ. ಇದೊಂದು ಪರಿಪೂರ್ಣ ವರದಿಯಾಗಿದ್ದು ಅದನ್ನು ಸರ್ಕಾರ ಸ್ವೀಕರಿಸಿ ಜಾರಿಗೊಳಿಸಬೇಕು ಎಂದು ಒತ್ತಾಯಿಸಿದರು. ರಾಜ್ಯದಲ್ಲಿ ಸಾಮಾಜಿಕ ನ್ಯಾಯ ನೀತಿ ಸಂಹಿತೆ ಜಾರಿಯಾಗುತ್ತಿದ್ದು ಈ ನಿಟ್ಟಿನಲ್ಲಿ ಸಮೀಕ್ಷಾ ವರದಿ ಅತ್ಯಂತ ಪಾರದರ್ಶಕವಾಗಿ ಸಿದ್ಧಗೊಂಡಿದೆ. ಅಲ್ಪಸಂಖ್ಯಾತರು, ಹಿಂದುಳಿದ ವರ್ಗಗಳು ಮತ್ತು ದಲಿತರ ಏಳಿಗೆಗಾಗಿ ವರದಿ ಬಳಕೆಯಾಗಬೇಕು. ಸರ್ಕಾರ ವರದಿಯನ್ನು ಶೀಘ್ರವಾಗಿ ಬಹಿರಂಗಪಡಿಸಬೇಕು ಎಂದು ಸಂಘಟನೆಗಳು ಆಗ್ರಹಿಸಿವೆ. ಈ ಸಂಬಂಧ ಮುಖ್ಯಮಂತ್ರಿಗಳಿಗೆ ಮನವಿ ಸಲ್ಲಿಸಲಾಗಿದೆ ಎಂದು ಅವರು ತಿಳಿಸಿದರು.: [87, 1851, 480, 1981]
- teak-title: 100% TEAK WOOD: [1111, 1929, 1292, 1952]
- story-party: [87, 1487, 480, 1793]
- paper-name: ಮೈಸೂರು ಮಿತ್ರ: [742, 93, 851, 119]
- story-dravid: [87, 902, 480, 1267]
- metagalli-body: ಮೈಸೂರು, ನ.29(ಎಂಟಿ)- ಮೈಸೂರಿನ ಮೇಟಗಳ್ಳಿ ಸರ್ಕಾರಿ ಪ್ರೌಢಶಾಲೆಯಲ್ಲಿ ಇಂಗ್ಲೀಷ್ ಫೆಸ್ಟ್ ಕಾರ್ಯಕ್ರಮ ಅದ್ದೂರಿಯಾಗಿ ನಡೆಯಿತು. ವಿದ್ಯಾರ್ಥಿಗಳು ಇಂಗ್ಲೀಷ್ ಭಾಷೆಯಲ್ಲಿ ನಾಟಕ, ಹಾಡು, ನೃತ್ಯ, ಭಾಷಣ ಮುಂತಾದ ವಿವಿಧ ಸಾಂಸ್ಕೃತಿಕ ಕಾರ್ಯಕ್ರಮಗಳನ್ನು ಪ್ರಸ್ತುತಪಡಿಸಿ ಗಮನ ಸೆಳೆದರು. ಕಾರ್ಯಕ್ರಮ ಉದ್ಘಾಟಿಸಿದ ಅತಿಥಿಗಳು, ಸರ್ಕಾರಿ ಶಾಲೆಯ ಮಕ್ಕಳು ಇಂಗ್ಲೀಷ್ ಭಾಷೆಯಲ್ಲಿ ಪ್ರಾವೀಣ್ಯತೆ ಪಡೆಯುವುದು ಇಂದಿನ ಅಗತ್ಯವಾಗಿದೆ ಎಂದರು. ಶಾಲೆಯ ಮುಖ್ಯ ಶಿಕ್ಷಕರು, ಸಹ ಶಿಕ್ಷಕರು ಹಾಗೂ ಪೋಷಕರು ಕಾರ್ಯಕ್ರಮದಲ್ಲಿ ಭಾಗವಹಿಸಿದ್ದರು.: [1118, 1318, 1481, 1440]
- page-label: ಪುಟ: [93, 96, 115, 113]
- kannada-body-2: ಕನ್ನಡ ಭಾಷೆಗೆ ಸಾವಿರಾರು ವರ್ಷಗಳ ಇತಿಹಾಸವಿದೆ. ನಮ್ಮ ಪೂರ್ವಜರು ಕನ್ನಡ ಭಾಷೆಯನ್ನು ಬೆಳೆಸಿ ಉಳಿಸಿಕೊಂಡು ಬಂದಿದ್ದಾರೆ. ಇಂದಿನ ಯುವ ಪೀಳಿಗೆ ಕನ್ನಡವನ್ನು ಮರೆಯುತ್ತಿರುವುದು ಬೇಸರದ ಸಂಗತಿ. ಮಕ್ಕಳಿಗೆ ಕನ್ನಡದ ಮಹತ್ವ ತಿಳಿಸುವ ಕೆಲಸ ಪೋಷಕರಿಂದ ಆಗಬೇಕು.: [700, 2126, 896, 2249]
